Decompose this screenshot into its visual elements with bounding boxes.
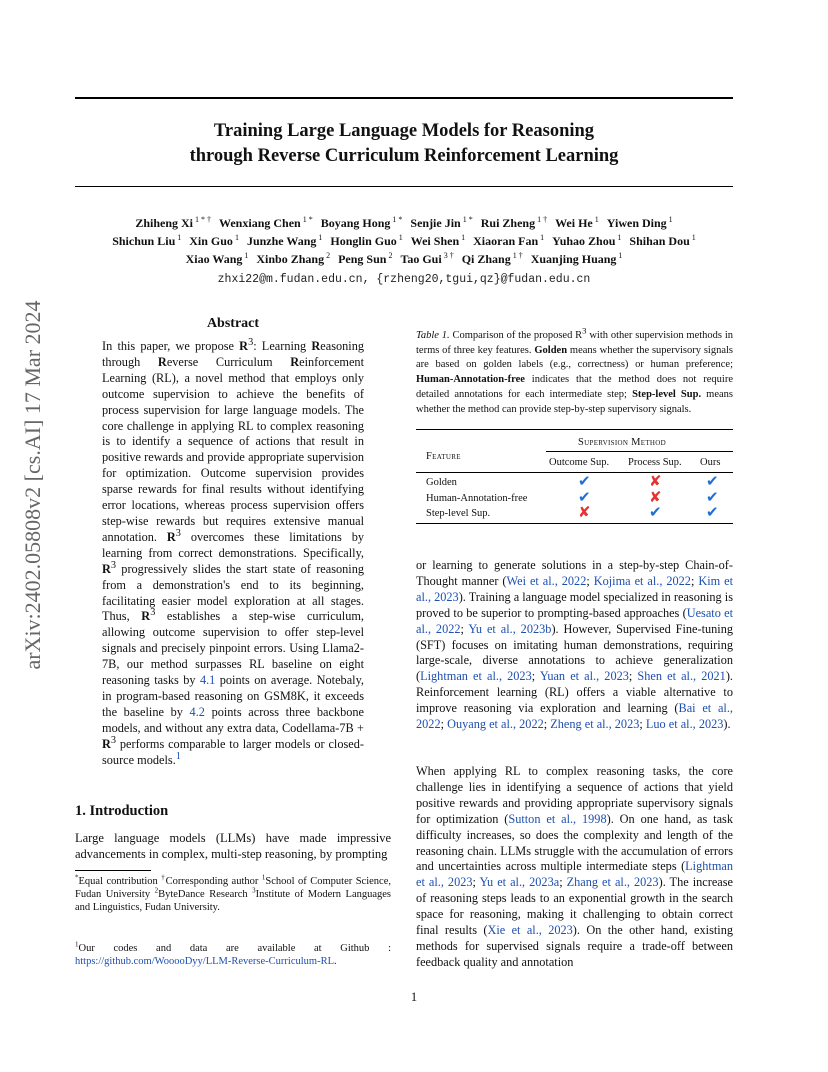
author-affiliation-marker: 1	[616, 251, 623, 260]
author-name: Xiao Wang $^1$	[185, 251, 249, 266]
author-name: Senjie Jin $^{1 *}$	[410, 215, 473, 230]
author-affiliation-marker: 1	[242, 251, 249, 260]
author-affiliation-marker: 1	[538, 233, 545, 242]
author-name: Wei Shen $^1$	[410, 233, 466, 248]
author-name: Shihan Dou $^1$	[629, 233, 696, 248]
author-affiliation-marker: 1	[615, 233, 622, 242]
comparison-table	[416, 429, 733, 524]
abstract-heading: Abstract	[206, 316, 260, 331]
title-line-2: through Reverse Curriculum Reinforcement Learning	[189, 146, 619, 166]
table-col-process: Process Sup.	[628, 457, 682, 468]
footnote-divider	[75, 870, 151, 871]
author-affiliation-marker: 1 †	[510, 251, 523, 260]
author-name: Yuhao Zhou $^1$	[552, 233, 622, 248]
introduction-paragraph: Large language models (LLMs) have made impressive advancements in complex, multi-step reasoning, by prompting	[75, 831, 391, 861]
table-feature-header: Feature	[426, 451, 461, 462]
author-affiliation-marker: 1	[396, 233, 403, 242]
table-col-ours: Ours	[700, 457, 721, 468]
author-name: Xin Guo $^1$	[189, 233, 239, 248]
table-group-header: Supervision Method	[578, 437, 666, 448]
section-heading-introduction: 1. Introduction	[75, 803, 169, 819]
page-number: 1	[410, 990, 418, 1004]
check-icon: ✔	[578, 489, 591, 506]
table-col-outcome: Outcome Sup.	[549, 457, 610, 468]
paper-title	[75, 119, 733, 169]
author-affiliation-marker: 1 *	[300, 215, 313, 224]
cross-icon: ✘	[578, 505, 591, 521]
author-name: Yiwen Ding $^1$	[606, 215, 673, 230]
author-affiliation-marker: 1 *	[460, 215, 473, 224]
cross-icon: ✘	[649, 474, 662, 490]
table-header-rule	[416, 472, 733, 473]
table-row-feature: Human-Annotation-free	[426, 492, 528, 504]
arxiv-stamp	[22, 290, 44, 680]
author-affiliation-marker: 1 †	[535, 215, 548, 224]
author-affiliation-marker: 1	[232, 233, 239, 242]
author-affiliation-marker: 1 * †	[193, 215, 212, 224]
right-column-paragraph-2: When applying RL to complex reasoning tasks, the core challenge lies in identifying a sequence of actions that yield positive rewards and providing appropriate supervisory signals for optimization (Sutton et al., 1998). On one hand, as task difficulty increases, so does the complexity and length of the reasoning chain. LLMs struggle with the accumulation of errors and uncertainties across multiple intermediate steps (Lightman et al., 2023; Yu et al., 2023a; Zhang et al., 2023). The increase of reasoning steps leads to an exponential growth in the search space for reasoning, making it challenging to obtain correct final results (Xie et al., 2023). On the other hand, existing methods for supervised signals require a trade-off between feedback quality and annotation	[416, 764, 734, 969]
author-name: Honglin Guo $^1$	[330, 233, 403, 248]
author-affiliation-marker: 2	[324, 251, 331, 260]
author-affiliation-marker: 3 †	[441, 251, 454, 260]
author-affiliation-marker: 1	[175, 233, 182, 242]
author-affiliation-marker: 2	[386, 251, 393, 260]
author-affiliation-marker: 1	[666, 215, 673, 224]
author-emails: zhxi22@m.fudan.edu.cn, {rzheng20,tgui,qz}@fudan.edu.cn	[217, 273, 591, 286]
author-line	[60, 214, 748, 232]
table-bottom-rule	[416, 523, 733, 524]
author-list	[60, 214, 748, 268]
author-affiliation-marker: 1 *	[390, 215, 403, 224]
author-name: Xuanjing Huang $^1$	[530, 251, 623, 266]
check-icon: ✔	[578, 474, 591, 490]
title-bottom-rule	[75, 186, 733, 187]
check-icon: ✔	[649, 505, 662, 521]
author-line	[60, 232, 748, 250]
arxiv-stamp-text: arXiv:2402.05808v2 [cs.AI] 17 Mar 2024	[20, 300, 45, 670]
author-name: Shichun Liu $^1$	[112, 233, 182, 248]
title-line-1: Training Large Language Models for Reasoning	[213, 121, 595, 141]
abstract-body: In this paper, we propose $R^3$: Learning Reasoning through Reverse Curriculum Reinforcement Learning (RL), a novel method that employs only outcome supervision to achieve the benefits of process supervision for large language models. The core challenge in applying RL to complex reasoning is to identify a sequence of actions that result in positive rewards and provide appropriate supervision for optimization. Outcome supervision provides sparse rewards for final results without identifying error locations, whereas process supervision offers step-wise rewards but requires extensive manual annotation. $R^3$ overcomes these limitations by learning from correct demonstrations. Specifically, $R^3$ progressively slides the start state of reasoning from a demonstration's end to its beginning, facilitating easier model exploration at all stages. Thus, $R^3$ establishes a step-wise curriculum, allowing outcome supervision to offer step-level signals and precisely pinpoint errors. Using Llama2-7B, our method surpasses RL baseline on eight reasoning tasks by 4.1 points on average. Notebaly, in program-based reasoning on GSM8K, it exceeds the baseline by 4.2 points across three backbone models, and without any extra data, Codellama-7B + $R^3$ performs comparable to larger models or closed-source models.$^1$	[102, 336, 365, 767]
author-affiliation-marker: 1	[592, 215, 599, 224]
author-name: Zhiheng Xi $^{1 * \dagger}$	[135, 215, 212, 230]
author-name: Wei He $^1$	[555, 215, 599, 230]
author-affiliation-marker: 1	[459, 233, 466, 242]
author-affiliation-marker: 1	[689, 233, 696, 242]
author-name: Tao Gui $^{3 \dagger}$	[400, 251, 454, 266]
table-row-feature: Step-level Sup.	[426, 508, 491, 519]
table-top-rule	[416, 429, 733, 430]
check-icon: ✔	[706, 489, 719, 506]
table-group-rule	[546, 451, 733, 452]
title-top-rule	[75, 97, 733, 99]
author-name: Rui Zheng $^{1 \dagger}$	[480, 215, 548, 230]
table-row-feature: Golden	[426, 477, 457, 488]
right-column-paragraph-1: or learning to generate solutions in a step-by-step Chain-of-Thought manner (Wei et al., 2022; Kojima et al., 2022; Kim et al., 2023). Training a language model specialized in reasoning is proved to be superior to prompting-based approaches (Uesato et al., 2022; Yu et al., 2023b). However, Supervised Fine-tuning (SFT) focuses on imitating human demonstrations, requiring large-scale, diverse annotations to achieve generalization (Lightman et al., 2023; Yuan et al., 2023; Shen et al., 2021). Reinforcement learning (RL) offers a viable alternative to improve reasoning via exploration and learning (Bai et al., 2022; Ouyang et al., 2022; Zheng et al., 2023; Luo et al., 2023).	[416, 558, 734, 732]
check-icon: ✔	[706, 505, 719, 521]
table-caption: Table 1. Comparison of the proposed $R^3$ with other supervision methods in terms of three key features. Golden means whether the supervisory signals are based on golden labels (e.g., correctness) or human preference; Human-Annotation-free indicates that the method does not require detailed annotations for each intermediate step; Step-level Sup. means whether the method can provide step-by-step supervisory signals.	[416, 325, 734, 415]
footnote-affiliations: *Equal contribution †Corresponding author $^1$School of Computer Science, Fudan University $^2$ByteDance Research $^3$Institute of Modern Languages and Linguistics, Fudan University.	[75, 873, 392, 913]
author-name: Xiaoran Fan $^1$	[473, 233, 545, 248]
author-name: Qi Zhang $^{1 \dagger}$	[461, 251, 523, 266]
author-name: Boyang Hong $^{1 *}$	[320, 215, 403, 230]
author-affiliation-marker: 1	[316, 233, 323, 242]
author-name: Wenxiang Chen $^{1 *}$	[219, 215, 313, 230]
cross-icon: ✘	[649, 489, 662, 506]
author-line	[60, 250, 748, 268]
author-name: Junzhe Wang $^1$	[246, 233, 323, 248]
check-icon: ✔	[706, 474, 719, 490]
author-name: Xinbo Zhang $^2$	[256, 251, 331, 266]
author-name: Peng Sun $^2$	[338, 251, 393, 266]
footnote-code-link: $^1$Our codes and data are available at Github : https://github.com/WooooDyy/LLM-Reverse-Curriculum-RL.	[75, 940, 391, 967]
